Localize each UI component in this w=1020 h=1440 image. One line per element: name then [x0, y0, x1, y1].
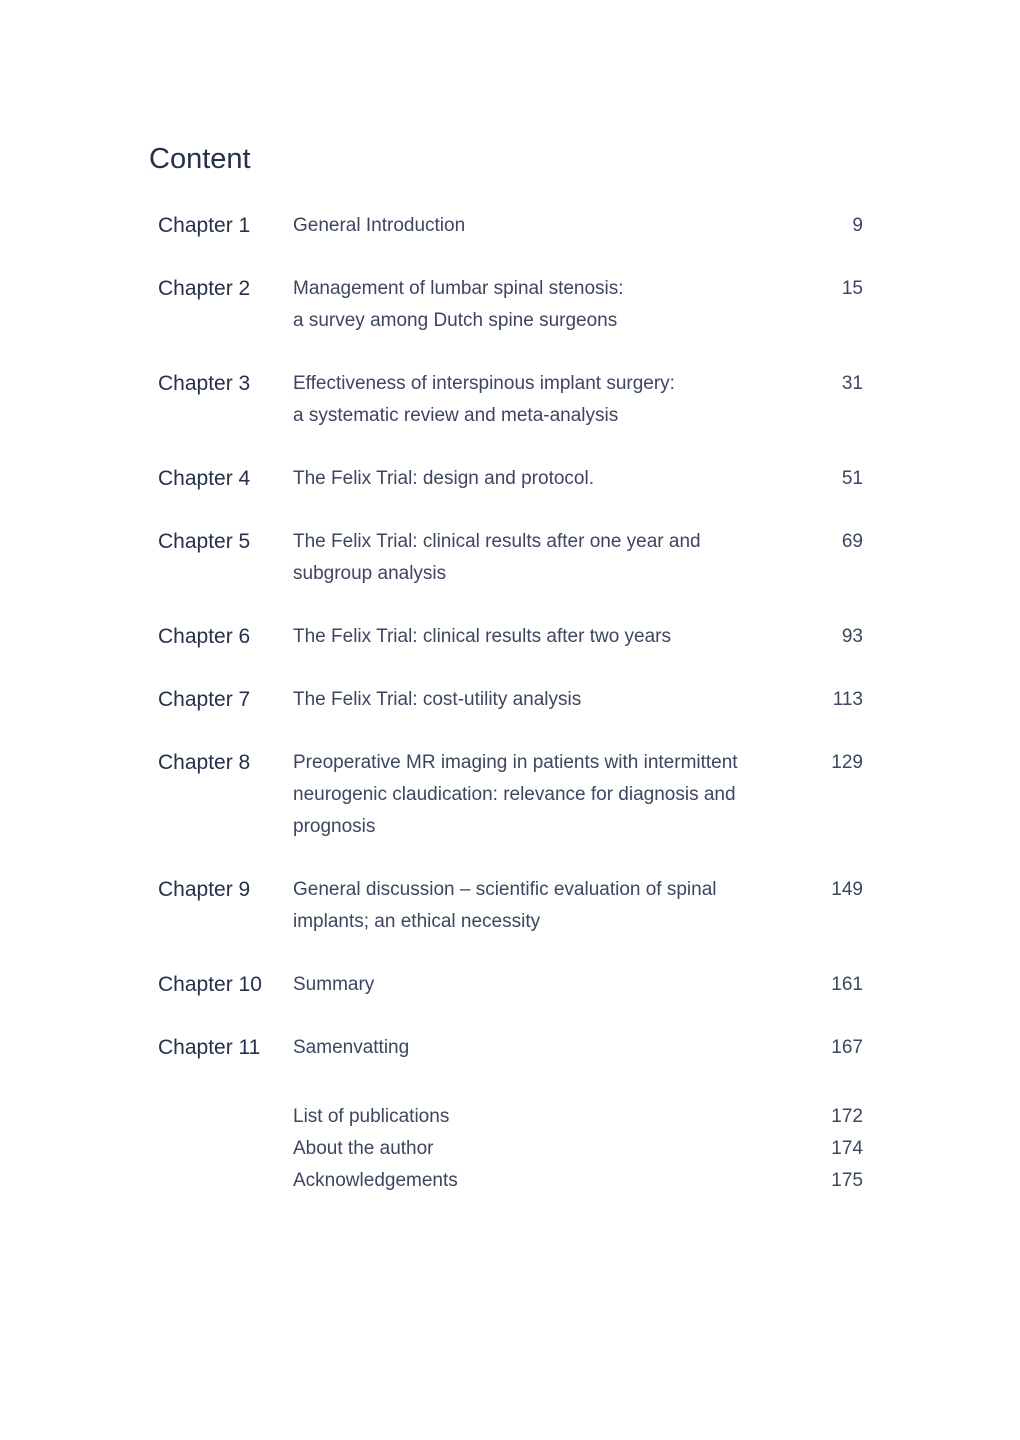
toc-row-chapter-9[interactable] [158, 874, 863, 938]
extra-page-number: 172 [831, 1106, 863, 1127]
chapter-label: Chapter 10 [158, 973, 262, 996]
toc-row-chapter-8[interactable] [158, 747, 863, 843]
chapter-page-number: 31 [841, 373, 863, 394]
toc-row-chapter-3[interactable] [158, 368, 863, 432]
chapter-title: Summary [293, 974, 375, 995]
toc-row-chapter-5[interactable] [158, 526, 863, 590]
extra-title: Acknowledgements [293, 1170, 458, 1191]
back-matter-list [158, 1101, 863, 1197]
table-of-contents [158, 210, 863, 1095]
chapter-label: Chapter 8 [158, 751, 251, 774]
chapter-title: General Introduction [293, 215, 466, 236]
extra-page-number: 175 [831, 1170, 863, 1191]
extra-page-number: 174 [831, 1138, 863, 1159]
chapter-title: The Felix Trial: clinical results after one year and subgroup analysis [293, 531, 701, 584]
chapter-title: The Felix Trial: clinical results after two years [293, 626, 672, 647]
chapter-label: Chapter 7 [158, 688, 251, 711]
chapter-title: Effectiveness of interspinous implant surgery: a systematic review and meta-analysis [293, 373, 675, 426]
chapter-label: Chapter 1 [158, 214, 251, 237]
toc-row-about-the-author[interactable] [158, 1133, 863, 1165]
chapter-page-number: 149 [831, 879, 863, 900]
chapter-page-number: 161 [831, 974, 863, 995]
chapter-page-number: 167 [831, 1037, 863, 1058]
chapter-title: Preoperative MR imaging in patients with intermittent neurogenic claudication: relevance for diagnosis and prognosis [293, 752, 738, 837]
chapter-label: Chapter 2 [158, 277, 251, 300]
chapter-title: Samenvatting [293, 1037, 410, 1058]
toc-row-chapter-2[interactable] [158, 273, 863, 337]
chapter-label: Chapter 9 [158, 878, 251, 901]
chapter-label: Chapter 3 [158, 372, 251, 395]
chapter-title: General discussion – scientific evaluation of spinal implants; an ethical necessity [293, 879, 717, 932]
toc-row-list-of-publications[interactable] [158, 1101, 863, 1133]
page-title: Content [149, 143, 251, 175]
extra-title: About the author [293, 1138, 434, 1159]
chapter-page-number: 69 [841, 531, 863, 552]
chapter-title: Management of lumbar spinal stenosis: a survey among Dutch spine surgeons [293, 278, 624, 331]
toc-row-chapter-7[interactable] [158, 684, 863, 716]
chapter-page-number: 93 [841, 626, 863, 647]
chapter-title: The Felix Trial: design and protocol. [293, 468, 594, 489]
toc-row-chapter-4[interactable] [158, 463, 863, 495]
chapter-label: Chapter 6 [158, 625, 251, 648]
chapter-page-number: 113 [832, 689, 863, 710]
toc-row-chapter-6[interactable] [158, 621, 863, 653]
chapter-page-number: 9 [852, 215, 863, 236]
chapter-page-number: 129 [831, 752, 863, 773]
chapter-title: The Felix Trial: cost-utility analysis [293, 689, 582, 710]
chapter-label: Chapter 11 [158, 1036, 261, 1059]
toc-row-chapter-10[interactable] [158, 969, 863, 1001]
chapter-label: Chapter 5 [158, 530, 251, 553]
extra-title: List of publications [293, 1106, 450, 1127]
toc-row-chapter-1[interactable] [158, 210, 863, 242]
toc-row-chapter-11[interactable] [158, 1032, 863, 1064]
chapter-page-number: 51 [841, 468, 863, 489]
chapter-label: Chapter 4 [158, 467, 251, 490]
toc-row-acknowledgements[interactable] [158, 1165, 863, 1197]
chapter-page-number: 15 [841, 278, 863, 299]
